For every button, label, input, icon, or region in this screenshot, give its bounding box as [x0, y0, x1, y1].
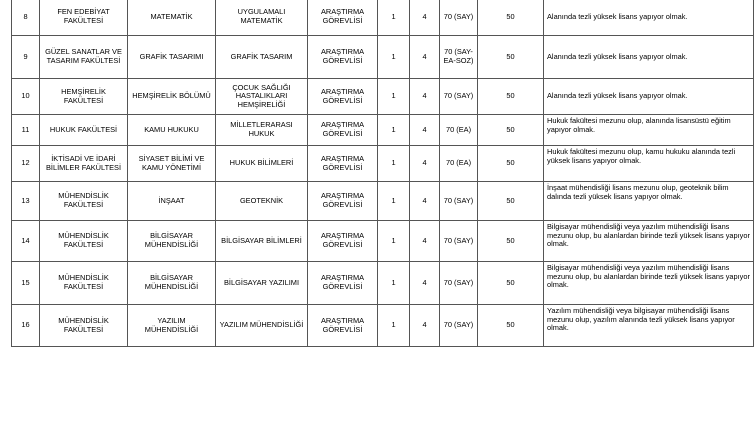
- language-cell: 50: [478, 115, 544, 146]
- count-cell: 1: [378, 182, 410, 221]
- title-cell: ARAŞTIRMA GÖREVLİSİ: [308, 146, 378, 182]
- count-cell: 1: [378, 115, 410, 146]
- degree-cell: 4: [410, 305, 440, 347]
- department-cell: BİLGİSAYAR MÜHENDİSLİĞİ: [128, 221, 216, 262]
- score-cell: 70 (SAY): [440, 182, 478, 221]
- degree-cell: 4: [410, 262, 440, 305]
- table-row: [12, 79, 754, 115]
- faculty-cell: MÜHENDİSLİK FAKÜLTESİ: [40, 305, 128, 347]
- requirement-cell: Bilgisayar mühendisliği veya yazılım mühendisliği lisans mezunu olup, bu alanlardan birinde tezli yüksek lisans yapıyor olmak.: [544, 221, 754, 262]
- language-cell: 50: [478, 305, 544, 347]
- count-cell: 1: [378, 305, 410, 347]
- department-cell: KAMU HUKUKU: [128, 115, 216, 146]
- department-cell: YAZILIM MÜHENDİSLİĞİ: [128, 305, 216, 347]
- position-table: [11, 0, 754, 347]
- table-row: [12, 0, 754, 36]
- faculty-cell: HUKUK FAKÜLTESİ: [40, 115, 128, 146]
- language-cell: 50: [478, 36, 544, 79]
- row-number: 16: [12, 305, 40, 347]
- score-cell: 70 (SAY): [440, 262, 478, 305]
- score-cell: 70 (SAY-EA-SOZ): [440, 36, 478, 79]
- requirement-cell: Hukuk fakültesi mezunu olup, alanında lisansüstü eğitim yapıyor olmak.: [544, 115, 754, 146]
- field-cell: ÇOCUK SAĞLIĞI HASTALIKLARI HEMŞİRELİĞİ: [216, 79, 308, 115]
- degree-cell: 4: [410, 221, 440, 262]
- requirement-cell: İnşaat mühendisliği lisans mezunu olup, geoteknik bilim dalında tezli yüksek lisans yapıyor olmak.: [544, 182, 754, 221]
- title-cell: ARAŞTIRMA GÖREVLİSİ: [308, 115, 378, 146]
- count-cell: 1: [378, 146, 410, 182]
- requirement-cell: Bilgisayar mühendisliği veya yazılım mühendisliği lisans mezunu olup, bu alanlardan birinde tezli yüksek lisans yapıyor olmak.: [544, 262, 754, 305]
- field-cell: BİLGİSAYAR BİLİMLERİ: [216, 221, 308, 262]
- language-cell: 50: [478, 146, 544, 182]
- title-cell: ARAŞTIRMA GÖREVLİSİ: [308, 262, 378, 305]
- table-row: [12, 36, 754, 79]
- faculty-cell: MÜHENDİSLİK FAKÜLTESİ: [40, 262, 128, 305]
- title-cell: ARAŞTIRMA GÖREVLİSİ: [308, 79, 378, 115]
- department-cell: GRAFİK TASARIMI: [128, 36, 216, 79]
- score-cell: 70 (EA): [440, 115, 478, 146]
- row-number: 11: [12, 115, 40, 146]
- faculty-cell: FEN EDEBİYAT FAKÜLTESİ: [40, 0, 128, 36]
- title-cell: ARAŞTIRMA GÖREVLİSİ: [308, 0, 378, 36]
- requirement-cell: Alanında tezli yüksek lisans yapıyor olmak.: [544, 0, 754, 36]
- degree-cell: 4: [410, 146, 440, 182]
- score-cell: 70 (SAY): [440, 79, 478, 115]
- department-cell: İNŞAAT: [128, 182, 216, 221]
- count-cell: 1: [378, 0, 410, 36]
- field-cell: GEOTEKNİK: [216, 182, 308, 221]
- title-cell: ARAŞTIRMA GÖREVLİSİ: [308, 221, 378, 262]
- table-row: [12, 146, 754, 182]
- degree-cell: 4: [410, 0, 440, 36]
- language-cell: 50: [478, 262, 544, 305]
- faculty-cell: HEMŞİRELİK FAKÜLTESİ: [40, 79, 128, 115]
- score-cell: 70 (SAY): [440, 221, 478, 262]
- requirement-cell: Alanında tezli yüksek lisans yapıyor olmak.: [544, 36, 754, 79]
- row-number: 12: [12, 146, 40, 182]
- language-cell: 50: [478, 221, 544, 262]
- field-cell: MİLLETLERARASI HUKUK: [216, 115, 308, 146]
- language-cell: 50: [478, 79, 544, 115]
- degree-cell: 4: [410, 182, 440, 221]
- requirement-cell: Alanında tezli yüksek lisans yapıyor olmak.: [544, 79, 754, 115]
- faculty-cell: MÜHENDİSLİK FAKÜLTESİ: [40, 182, 128, 221]
- count-cell: 1: [378, 262, 410, 305]
- language-cell: 50: [478, 0, 544, 36]
- field-cell: HUKUK BİLİMLERİ: [216, 146, 308, 182]
- requirement-cell: Hukuk fakültesi mezunu olup, kamu hukuku alanında tezli yüksek lisans yapıyor olmak.: [544, 146, 754, 182]
- faculty-cell: GÜZEL SANATLAR VE TASARIM FAKÜLTESİ: [40, 36, 128, 79]
- field-cell: YAZILIM MÜHENDİSLİĞİ: [216, 305, 308, 347]
- table-row: [12, 305, 754, 347]
- language-cell: 50: [478, 182, 544, 221]
- department-cell: SİYASET BİLİMİ VE KAMU YÖNETİMİ: [128, 146, 216, 182]
- table-row: [12, 221, 754, 262]
- title-cell: ARAŞTIRMA GÖREVLİSİ: [308, 182, 378, 221]
- row-number: 8: [12, 0, 40, 36]
- degree-cell: 4: [410, 36, 440, 79]
- field-cell: BİLGİSAYAR YAZILIMI: [216, 262, 308, 305]
- faculty-cell: İKTİSADİ VE İDARİ BİLİMLER FAKÜLTESİ: [40, 146, 128, 182]
- table-row: [12, 182, 754, 221]
- row-number: 14: [12, 221, 40, 262]
- count-cell: 1: [378, 221, 410, 262]
- score-cell: 70 (EA): [440, 146, 478, 182]
- row-number: 15: [12, 262, 40, 305]
- degree-cell: 4: [410, 79, 440, 115]
- field-cell: UYGULAMALI MATEMATİK: [216, 0, 308, 36]
- count-cell: 1: [378, 36, 410, 79]
- score-cell: 70 (SAY): [440, 305, 478, 347]
- field-cell: GRAFİK TASARIM: [216, 36, 308, 79]
- row-number: 13: [12, 182, 40, 221]
- score-cell: 70 (SAY): [440, 0, 478, 36]
- table-row: [12, 262, 754, 305]
- title-cell: ARAŞTIRMA GÖREVLİSİ: [308, 305, 378, 347]
- faculty-cell: MÜHENDİSLİK FAKÜLTESİ: [40, 221, 128, 262]
- department-cell: HEMŞİRELİK BÖLÜMÜ: [128, 79, 216, 115]
- department-cell: MATEMATİK: [128, 0, 216, 36]
- degree-cell: 4: [410, 115, 440, 146]
- row-number: 10: [12, 79, 40, 115]
- requirement-cell: Yazılım mühendisliği veya bilgisayar mühendisliği lisans mezunu olup, yazılım alanında tezli yüksek lisans yapıyor olmak.: [544, 305, 754, 347]
- department-cell: BİLGİSAYAR MÜHENDİSLİĞİ: [128, 262, 216, 305]
- title-cell: ARAŞTIRMA GÖREVLİSİ: [308, 36, 378, 79]
- count-cell: 1: [378, 79, 410, 115]
- table-row: [12, 115, 754, 146]
- row-number: 9: [12, 36, 40, 79]
